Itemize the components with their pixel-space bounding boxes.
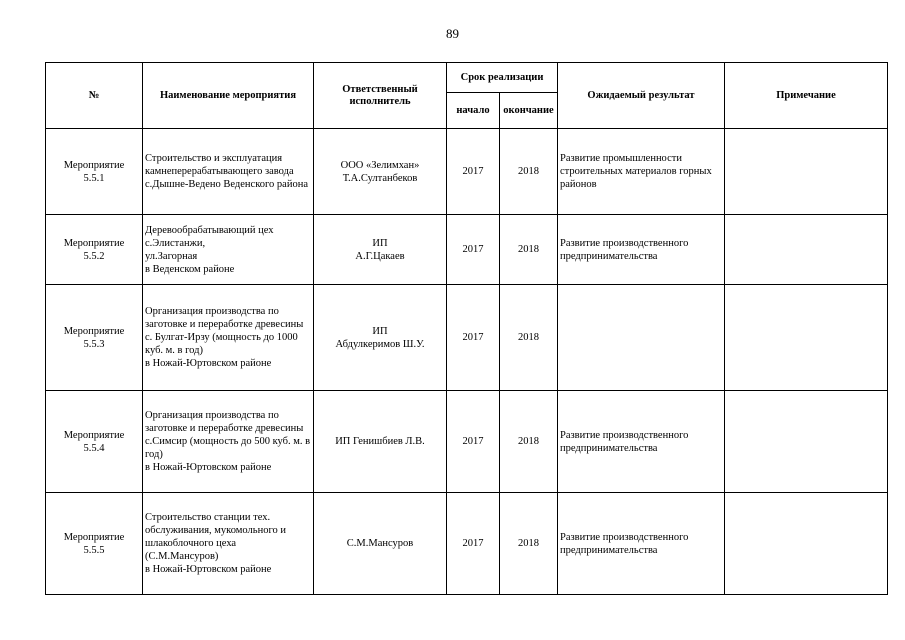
cell-note [725, 129, 888, 215]
table-row [46, 285, 888, 391]
cell-end: 2018 [500, 129, 558, 215]
cell-end: 2018 [500, 391, 558, 493]
table-row [46, 129, 888, 215]
cell-end: 2018 [500, 493, 558, 595]
cell-num: Мероприятие 5.5.4 [46, 391, 143, 493]
cell-end: 2018 [500, 285, 558, 391]
cell-num: Мероприятие 5.5.5 [46, 493, 143, 595]
cell-result: Развитие производственного предпринимательства [558, 493, 725, 595]
cell-note [725, 493, 888, 595]
cell-executor: ИП Генишбиев Л.В. [314, 391, 447, 493]
cell-start: 2017 [447, 215, 500, 285]
cell-name: Строительство станции тех. обслуживания, мукомольного и шлакоблочного цеха (С.М.Мансуров) в Ножай-Юртовском районе [143, 493, 314, 595]
cell-start: 2017 [447, 129, 500, 215]
header-name: Наименование мероприятия [143, 63, 314, 129]
cell-note [725, 391, 888, 493]
header-note: Примечание [725, 63, 888, 129]
header-executor: Ответственный исполнитель [314, 63, 447, 129]
cell-executor: ИП Абдулкеримов Ш.У. [314, 285, 447, 391]
cell-name: Организация производства по заготовке и переработке древесины с.Симсир (мощность до 500 куб. м. в год) в Ножай-Юртовском районе [143, 391, 314, 493]
cell-note [725, 285, 888, 391]
page-number: 89 [446, 26, 459, 41]
header-result: Ожидаемый результат [558, 63, 725, 129]
cell-name: Строительство и эксплуатация камнеперерабатывающего завода с.Дышне-Ведено Веденского района [143, 129, 314, 215]
header-end: окончание [500, 93, 558, 129]
cell-start: 2017 [447, 493, 500, 595]
cell-start: 2017 [447, 391, 500, 493]
cell-result [558, 285, 725, 391]
cell-executor: ООО «Зелимхан» Т.А.Султанбеков [314, 129, 447, 215]
table-row [46, 215, 888, 285]
table-row [46, 391, 888, 493]
cell-num: Мероприятие 5.5.2 [46, 215, 143, 285]
header-period: Срок реализации [447, 63, 558, 93]
header-num: № [46, 63, 143, 129]
cell-name: Деревообрабатывающий цех с.Элистанжи, ул.Загорная в Веденском районе [143, 215, 314, 285]
cell-executor: С.М.Мансуров [314, 493, 447, 595]
cell-note [725, 215, 888, 285]
cell-result: Развитие производственного предпринимательства [558, 391, 725, 493]
events-table [45, 62, 888, 595]
header-start: начало [447, 93, 500, 129]
cell-executor: ИП А.Г.Цакаев [314, 215, 447, 285]
header-row-top [46, 63, 888, 93]
cell-num: Мероприятие 5.5.3 [46, 285, 143, 391]
cell-name: Организация производства по заготовке и переработке древесины с. Булгат-Ирзу (мощность до 1000 куб. м. в год) в Ножай-Юртовском районе [143, 285, 314, 391]
table-row [46, 493, 888, 595]
cell-num: Мероприятие 5.5.1 [46, 129, 143, 215]
cell-end: 2018 [500, 215, 558, 285]
cell-result: Развитие промышленности строительных материалов горных районов [558, 129, 725, 215]
cell-start: 2017 [447, 285, 500, 391]
cell-result: Развитие производственного предпринимательства [558, 215, 725, 285]
